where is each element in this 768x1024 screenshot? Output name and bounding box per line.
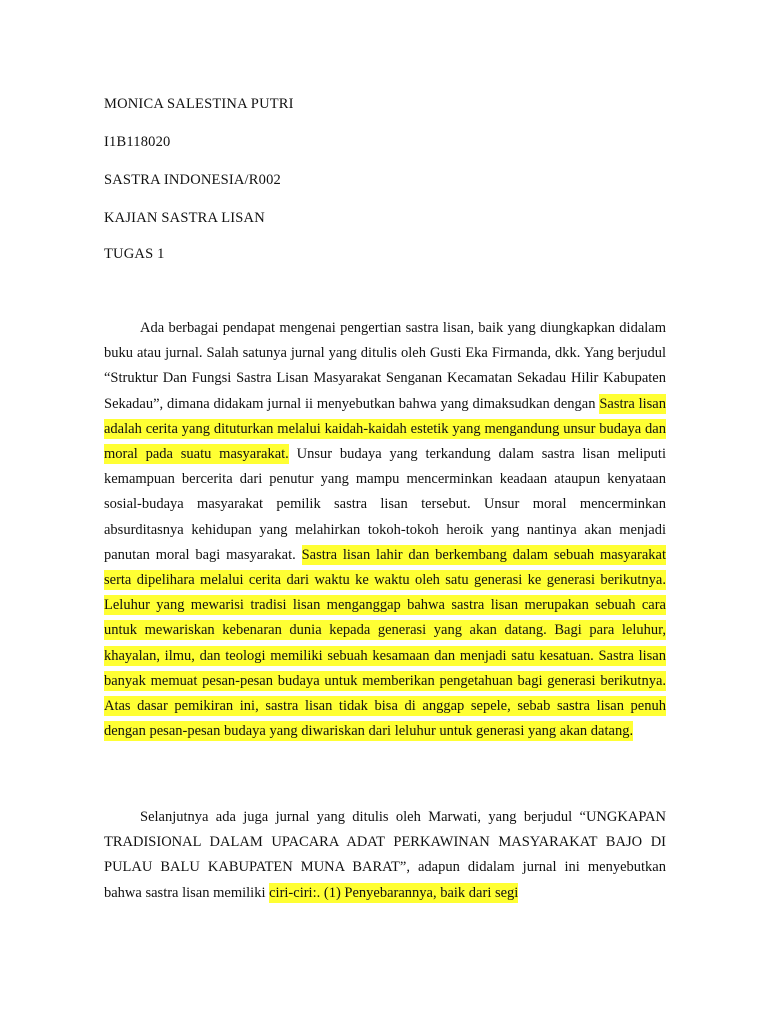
assignment-title: TUGAS 1 [104, 246, 165, 262]
paragraph-1-text-a: Ada berbagai pendapat mengenai pengertian sastra lisan, baik yang diungkapkan didalam buku atau jurnal. Salah satunya jurnal yang ditulis oleh Gusti Eka Firmanda, dkk. Yang berjudul “Struktur Dan Fungsi Sastra Lisan Masyarakat Senganan Kecamatan Sekadau Hilir Kabupaten Sekadau”, dimana didakam jurnal ii menyebutkan bahwa yang dimaksudkan dengan [104, 320, 666, 412]
paragraph-1-highlight-b: Sastra lisan lahir dan berkembang dalam sebuah masyarakat serta dipelihara melalui cerita dari waktu ke waktu oleh satu generasi ke generasi berikutnya. Leluhur yang mewarisi tradisi lisan menganggap bahwa sastra lisan merupakan sebuah cara untuk mewariskan kebenaran dunia kepada generasi yang akan datang. Bagi para leluhur, khayalan, ilmu, dan teologi memiliki sebuah kesamaan dan menjadi satu kesatuan. Sastra lisan banyak memuat pesan-pesan budaya untuk memberikan pengetahuan bagi generasi berikutnya. Atas dasar pemikiran ini, sastra lisan tidak bisa di anggap sepele, sebab sastra lisan penuh dengan pesan-pesan budaya yang diwariskan dari leluhur untuk generasi yang akan datang. [104, 546, 666, 740]
paragraph-1-text-b: Unsur budaya yang terkandung dalam sastra lisan meliputi kemampuan bercerita dari penutur yang mampu mencerminkan keadaan ataupun kenyataan sosial-budaya masyarakat pemilik sastra lisan tersebut. Unsur moral mencerminkan absurditasnya kehidupan yang melahirkan tokoh-tokoh heroik yang nantinya akan menjadi panutan moral bagi masyarakat. [104, 446, 666, 563]
paragraph-1-highlight-a: Sastra lisan adalah cerita yang dituturkan melalui kaidah-kaidah estetik yang mengandung unsur budaya dan moral pada suatu masyarakat. [104, 395, 666, 463]
student-id: I1B118020 [104, 134, 171, 150]
course-title: KAJIAN SASTRA LISAN [104, 210, 265, 226]
paragraph-2-highlight-a: ciri-ciri:. (1) Penyebarannya, baik dari segi [269, 884, 519, 901]
study-program: SASTRA INDONESIA/R002 [104, 172, 282, 188]
paragraph-2-text-a: Selanjutnya ada juga jurnal yang ditulis oleh Marwati, yang berjudul “UNGKAPAN TRADISIONAL DALAM UPACARA ADAT PERKAWINAN MASYARAKAT BAJO DI PULAU BALU KABUPATEN MUNA BARAT”, adapun didalam jurnal ini menyebutkan bahwa sastra lisan memiliki [104, 809, 666, 901]
author-name: MONICA SALESTINA PUTRI [104, 96, 294, 112]
paragraph-1 [104, 316, 666, 744]
paragraph-2 [104, 805, 666, 906]
